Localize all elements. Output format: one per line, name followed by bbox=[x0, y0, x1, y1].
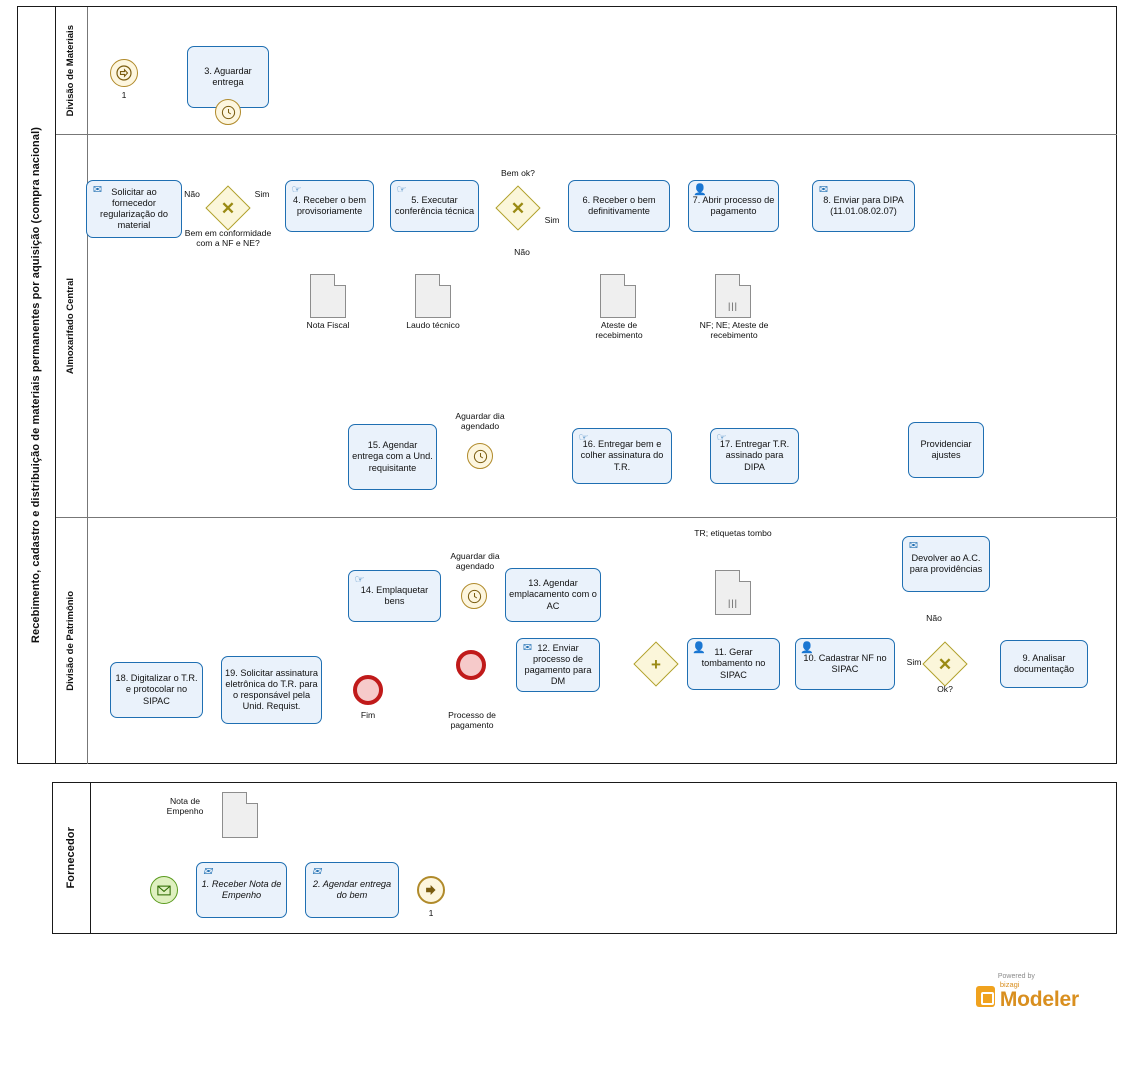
task-7-label: 7. Abrir processo de pagamento bbox=[692, 194, 775, 216]
task-5-conferencia-tecnica[interactable] bbox=[390, 180, 479, 232]
bizagi-modeler-brand bbox=[976, 973, 1079, 1013]
envelope-icon bbox=[157, 885, 171, 896]
brand-row bbox=[976, 981, 1079, 1013]
flow-label-nao-1: Não bbox=[184, 189, 200, 199]
data-object-nota-fiscal-label: Nota Fiscal bbox=[306, 320, 350, 330]
hand-icon: ☞ bbox=[578, 432, 589, 444]
intermediate-timer-1[interactable] bbox=[467, 443, 493, 469]
data-object-tr-etiquetas bbox=[715, 570, 751, 615]
person-icon: 👤 bbox=[693, 184, 707, 196]
task-12-label: 12. Enviar processo de pagamento para DM bbox=[524, 642, 592, 687]
gateway-bem-ok[interactable] bbox=[502, 192, 534, 224]
data-object-nota-empenho-label: Nota de Empenho bbox=[166, 796, 204, 817]
timer-icon bbox=[467, 589, 482, 604]
task-19-solicitar-assinatura[interactable] bbox=[221, 656, 322, 724]
data-object-nf-ne-ateste bbox=[715, 274, 751, 318]
task-6-label: 6. Receber o bem definitivamente bbox=[582, 194, 656, 216]
envelope-icon: ✉ bbox=[92, 184, 103, 196]
flow-label-sim-2: Sim bbox=[544, 215, 560, 225]
task-17-label: 17. Entregar T.R. assinado para DIPA bbox=[719, 439, 790, 472]
task-12-enviar-processo-dm[interactable] bbox=[516, 638, 600, 692]
task-11-gerar-tombamento-sipac[interactable] bbox=[687, 638, 780, 690]
data-lines: ||| bbox=[727, 301, 739, 311]
start-event-message[interactable] bbox=[150, 876, 178, 904]
link-icon bbox=[116, 65, 132, 81]
data-object-laudo-tecnico-label: Laudo técnico bbox=[406, 320, 460, 330]
task-devolver-label: Devolver ao A.C. para providências bbox=[909, 552, 983, 574]
timer-icon bbox=[221, 105, 236, 120]
flow-label-nao-3: Não bbox=[926, 613, 942, 623]
task-16-label: 16. Entregar bem e colher assinatura do T.R. bbox=[580, 439, 664, 472]
envelope-icon: ✉ bbox=[908, 540, 919, 552]
task-18-label: 18. Digitalizar o T.R. e protocolar no SIPAC bbox=[115, 673, 198, 706]
page-fold bbox=[246, 792, 258, 804]
task-4-label: 4. Receber o bem provisoriamente bbox=[292, 194, 367, 216]
hand-icon: ☞ bbox=[396, 184, 407, 196]
end-event-processo-pagamento-label: Processo de pagamento bbox=[448, 710, 496, 731]
task-3-label: 3. Aguardar entrega bbox=[204, 65, 252, 87]
task-17-entregar-tr-assinado[interactable] bbox=[710, 428, 799, 484]
pool-fornecedor-title: Fornecedor bbox=[53, 783, 91, 933]
person-icon: 👤 bbox=[692, 642, 706, 654]
task-18-digitalizar-tr[interactable] bbox=[110, 662, 203, 718]
gateway-plus-icon: + bbox=[651, 654, 661, 674]
modeler-name: Modeler bbox=[999, 988, 1079, 1011]
task-1-label: 1. Receber Nota de Empenho bbox=[201, 878, 282, 900]
gateway-x-icon: ✕ bbox=[510, 198, 526, 218]
task-2-label: 2. Agendar entrega do bem bbox=[312, 878, 392, 900]
page-fold bbox=[439, 274, 451, 286]
gateway-x-icon: ✕ bbox=[937, 654, 953, 674]
end-event-fim-label: Fim bbox=[360, 710, 376, 720]
task-10-cadastrar-nf-sipac[interactable] bbox=[795, 638, 895, 690]
gateway-bem-conformidade-label: Bem em conformidade com a NF e NE? bbox=[184, 228, 272, 249]
end-event-processo-pagamento[interactable] bbox=[456, 650, 486, 680]
task-9-label: 9. Analisar documentação bbox=[1013, 652, 1075, 674]
boundary-timer-task-3[interactable] bbox=[215, 99, 241, 125]
link-catch-label: 1 bbox=[121, 90, 127, 100]
envelope-icon: ✉ bbox=[818, 184, 829, 196]
task-15-agendar-entrega[interactable] bbox=[348, 424, 437, 490]
data-lines: ||| bbox=[727, 598, 739, 608]
page-fold bbox=[334, 274, 346, 286]
flow-label-sim-3: Sim bbox=[906, 657, 922, 667]
task-14-label: 14. Emplaquetar bens bbox=[360, 584, 429, 606]
task-1-receber-nota-empenho[interactable] bbox=[196, 862, 287, 918]
task-providenciar-ajustes[interactable] bbox=[908, 422, 984, 478]
link-icon bbox=[423, 882, 439, 898]
hand-icon: ☞ bbox=[354, 574, 365, 586]
envelope-icon: ✉ bbox=[522, 642, 533, 654]
hand-icon: ☞ bbox=[716, 432, 727, 444]
task-8-enviar-para-dipa[interactable] bbox=[812, 180, 915, 232]
lane-divisao-materiais-title: Divisão de Materiais bbox=[56, 7, 88, 134]
envelope-icon: ✉ bbox=[202, 866, 213, 878]
pool-main-title: Recebimento, cadastro e distribuição de materiais permanentes por aquisição (compra nacional) bbox=[18, 7, 56, 763]
data-object-nota-empenho bbox=[222, 792, 258, 838]
task-2-agendar-entrega-bem[interactable] bbox=[305, 862, 399, 918]
task-14-emplaquetar-bens[interactable] bbox=[348, 570, 441, 622]
flow-label-aguardar-dia-1: Aguardar dia agendado bbox=[455, 411, 505, 431]
task-13-agendar-emplacamento[interactable] bbox=[505, 568, 601, 622]
task-solicitar-regularizacao[interactable] bbox=[86, 180, 182, 238]
lane-almoxarifado-central-title: Almoxarifado Central bbox=[56, 135, 88, 517]
gateway-parallel[interactable] bbox=[640, 648, 672, 680]
task-9-analisar-documentacao[interactable] bbox=[1000, 640, 1088, 688]
flow-label-sim-1: Sim bbox=[254, 189, 270, 199]
gateway-bem-ok-label: Bem ok? bbox=[501, 168, 535, 178]
task-19-label: 19. Solicitar assinatura eletrônica do T.R. para o responsável pela Unid. Requist. bbox=[225, 667, 318, 712]
data-object-nota-fiscal bbox=[310, 274, 346, 318]
task-15-label: 15. Agendar entrega com a Und. requisitante bbox=[352, 440, 433, 473]
gateway-ok[interactable] bbox=[929, 648, 961, 680]
task-4-receber-provisoriamente[interactable] bbox=[285, 180, 374, 232]
data-object-ateste-label: Ateste de recebimento bbox=[595, 320, 643, 341]
page-fold bbox=[739, 274, 751, 286]
page-fold bbox=[624, 274, 636, 286]
gateway-ok-label: Ok? bbox=[937, 684, 953, 694]
task-13-label: 13. Agendar emplacamento com o AC bbox=[509, 578, 597, 611]
data-object-nf-ne-ateste-label: NF; NE; Ateste de recebimento bbox=[699, 320, 769, 341]
page-fold bbox=[739, 570, 751, 582]
link-catch-event-1[interactable] bbox=[110, 59, 138, 87]
flow-label-aguardar-dia-2: Aguardar dia agendado bbox=[450, 551, 500, 571]
task-6-receber-definitivamente[interactable] bbox=[568, 180, 670, 232]
bizagi-name: bizagi bbox=[999, 979, 1020, 989]
flow-label-nao-2: Não bbox=[514, 247, 530, 257]
task-10-label: 10. Cadastrar NF no SIPAC bbox=[803, 652, 887, 674]
data-object-tr-etiquetas-label: TR; etiquetas tombo bbox=[694, 528, 772, 538]
task-8-label: 8. Enviar para DIPA (11.01.08.02.07) bbox=[823, 194, 904, 216]
timer-icon bbox=[473, 449, 488, 464]
data-object-ateste bbox=[600, 274, 636, 318]
bizagi-logo-icon bbox=[976, 986, 995, 1007]
link-throw-label: 1 bbox=[428, 908, 434, 918]
task-16-entregar-colher-assinatura[interactable] bbox=[572, 428, 672, 484]
data-object-laudo-tecnico bbox=[415, 274, 451, 318]
task-solicitar-label: Solicitar ao fornecedor regularização do material bbox=[100, 186, 168, 231]
task-11-label: 11. Gerar tombamento no SIPAC bbox=[701, 647, 766, 680]
intermediate-timer-2[interactable] bbox=[461, 583, 487, 609]
task-providenciar-label: Providenciar ajustes bbox=[920, 438, 972, 460]
envelope-icon: ✉ bbox=[311, 866, 322, 878]
gateway-bem-conformidade[interactable] bbox=[212, 192, 244, 224]
end-event-fim[interactable] bbox=[353, 675, 383, 705]
link-throw-event-1[interactable] bbox=[417, 876, 445, 904]
task-7-abrir-processo-pagamento[interactable] bbox=[688, 180, 779, 232]
person-icon: 👤 bbox=[800, 642, 814, 654]
lane-divisao-patrimonio-title: Divisão de Patrimônio bbox=[56, 518, 88, 764]
task-5-label: 5. Executar conferência técnica bbox=[394, 194, 475, 216]
task-devolver-ac[interactable] bbox=[902, 536, 990, 592]
gateway-x-icon: ✕ bbox=[220, 198, 236, 218]
powered-by-label: Powered by bbox=[997, 972, 1035, 980]
hand-icon: ☞ bbox=[291, 184, 302, 196]
